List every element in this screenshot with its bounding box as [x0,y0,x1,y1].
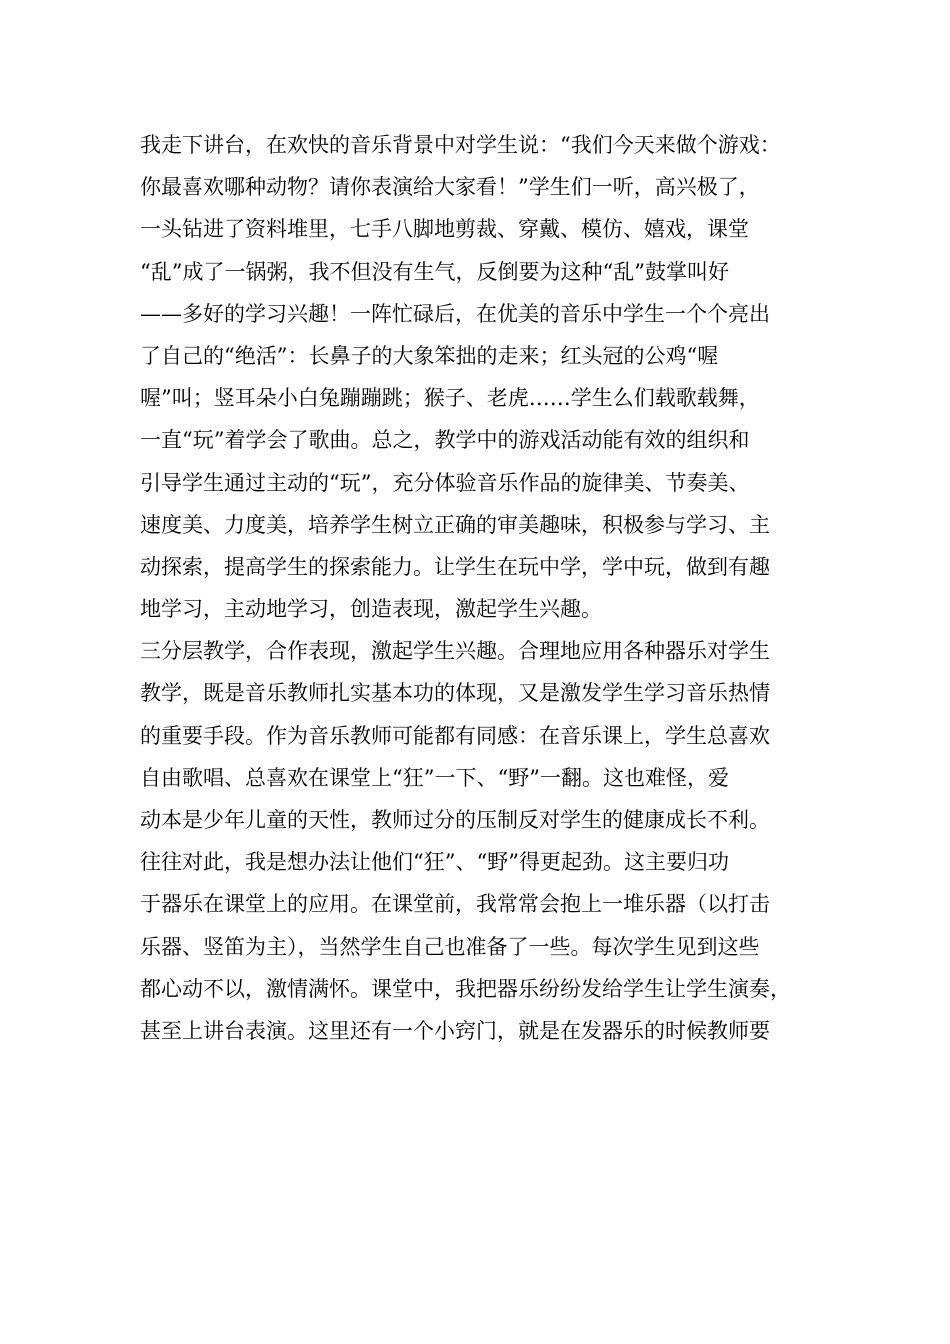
text-line: 一直“玩”着学会了歌曲。总之，教学中的游戏活动能有效的组织和 [140,428,750,453]
text-line: 速度美、力度美，培养学生树立正确的审美趣味，积极参与学习、主 [140,512,770,537]
text-line: 一头钻进了资料堆里，七手八脚地剪裁、穿戴、模仿、嬉戏，课堂 [140,217,749,242]
text-line: 往往对此，我是想办法让他们“狂”、“野”得更起劲。这主要归功 [140,850,729,875]
text-line: 于器乐在课堂上的应用。在课堂前，我常常会抱上一堆乐器（以打击 [140,892,770,917]
text-line: ——多好的学习兴趣！一阵忙碌后，在优美的音乐中学生一个个亮出 [140,301,770,326]
text-line: 你最喜欢哪种动物？请你表演给大家看！”学生们一听，高兴极了， [140,175,760,200]
text-line: 都心动不以，激情满怀。课堂中，我把器乐纷纷发给学生让学生演奏， [140,976,791,1001]
text-line: 的重要手段。作为音乐教师可能都有同感：在音乐课上，学生总喜欢 [140,723,770,748]
text-line: “乱”成了一锅粥，我不但没有生气，反倒要为这种“乱”鼓掌叫好 [140,259,729,284]
text-line: 动探索，提高学生的探索能力。让学生在玩中学，学中玩，做到有趣 [140,554,770,579]
text-line: 三分层教学，合作表现，激起学生兴趣。合理地应用各种器乐对学生 [140,639,770,664]
text-line: 引导学生通过主动的“玩”，充分体验音乐作品的旋律美、节奏美、 [140,470,750,495]
text-line: 动本是少年儿童的天性，教师过分的压制反对学生的健康成长不利。 [140,808,770,832]
text-line: 甚至上讲台表演。这里还有一个小窍门，就是在发器乐的时候教师要 [140,1018,770,1043]
text-line: 喔”叫；竖耳朵小白兔蹦蹦跳；猴子、老虎……学生么们载歌载舞， [140,386,760,411]
text-line: 自由歌唱、总喜欢在课堂上“狂”一下、“野”一翻。这也难怪，爱 [140,765,729,790]
text-line: 地学习，主动地学习，创造表现，激起学生兴趣。 [140,597,602,622]
text-line: 乐器、竖笛为主），当然学生自己也准备了一些。每次学生见到这些 [140,934,760,959]
text-line: 我走下讲台，在欢快的音乐背景中对学生说：“我们今天来做个游戏： [140,133,781,157]
body-text [140,124,830,1052]
text-line: 了自己的“绝活”：长鼻子的大象笨拙的走来；红头冠的公鸡“喔 [140,343,719,368]
text-line: 教学，既是音乐教师扎实基本功的体现，又是激发学生学习音乐热情 [140,681,770,706]
